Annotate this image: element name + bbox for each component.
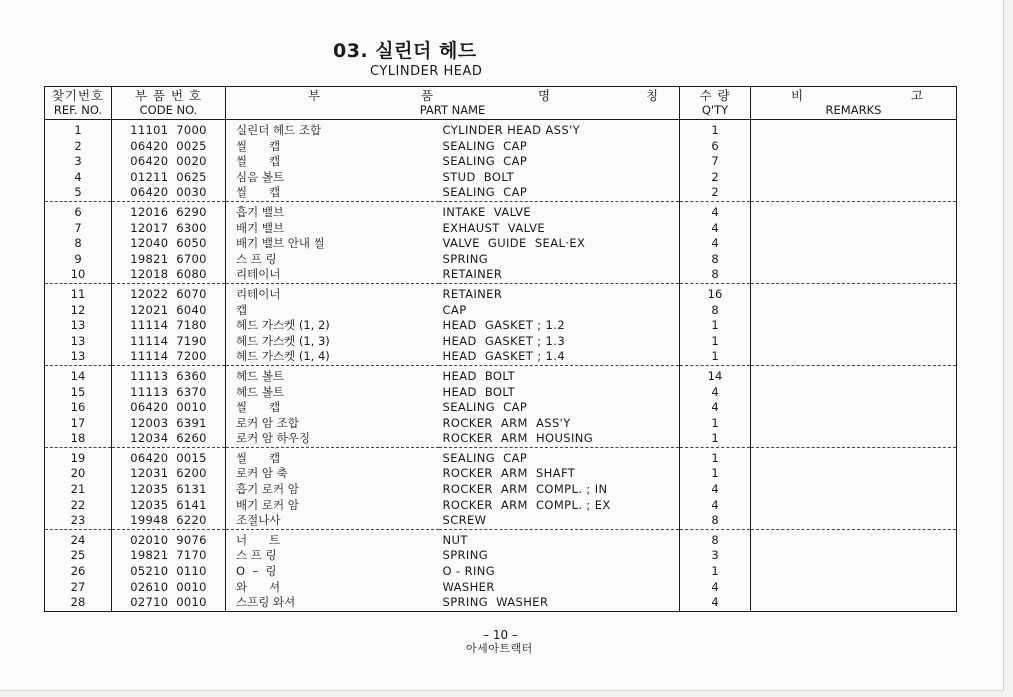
cell-eng: WASHER (439, 580, 680, 596)
cell-kor: 리테이너 (226, 267, 439, 283)
cell-eng: VALVE GUIDE SEAL·EX (439, 236, 680, 252)
cell-kor: 실린더 헤드 조합 (226, 120, 439, 139)
cell-ref: 10 (45, 267, 112, 283)
cell-kor: 로커 암 하우징 (226, 431, 439, 447)
cell-eng: ROCKER ARM COMPL. ; IN (439, 482, 680, 498)
cell-kor: 헤드 볼트 (226, 385, 439, 401)
table-row (45, 466, 957, 482)
cell-qty: 8 (680, 267, 751, 283)
cell-kor: 캡 (226, 303, 439, 319)
cell-eng: SEALING CAP (439, 185, 680, 201)
cell-qty: 16 (680, 283, 751, 302)
cell-qty: 1 (680, 431, 751, 447)
cell-remarks (751, 498, 957, 514)
page-title-korean: 03. 실린더 헤드 (333, 40, 477, 62)
cell-ref: 27 (45, 580, 112, 596)
cell-eng: INTAKE VALVE (439, 201, 680, 220)
cell-kor: 흡기 밸브 (226, 201, 439, 220)
table-row (45, 431, 957, 447)
cell-ref: 19 (45, 447, 112, 466)
cell-code: 06420 0010 (112, 400, 226, 416)
cell-code: 02610 0010 (112, 580, 226, 596)
cell-qty: 2 (680, 170, 751, 186)
cell-ref: 23 (45, 513, 112, 529)
cell-eng: ROCKER ARM ASS'Y (439, 416, 680, 432)
cell-qty: 4 (680, 498, 751, 514)
cell-eng: HEAD GASKET ; 1.4 (439, 349, 680, 365)
cell-qty: 8 (680, 513, 751, 529)
header-remarks: 비 고 REMARKS (751, 87, 957, 120)
cell-kor: 와 셔 (226, 580, 439, 596)
cell-remarks (751, 334, 957, 350)
cell-remarks (751, 466, 957, 482)
cell-remarks (751, 548, 957, 564)
cell-kor: 리테이너 (226, 283, 439, 302)
cell-code: 05210 0110 (112, 564, 226, 580)
cell-remarks (751, 170, 957, 186)
page-title-english: CYLINDER HEAD (370, 64, 483, 79)
cell-qty: 8 (680, 252, 751, 268)
table-row (45, 236, 957, 252)
cell-kor: 씰 캡 (226, 400, 439, 416)
parts-table (44, 86, 957, 612)
cell-eng: SEALING CAP (439, 400, 680, 416)
cell-eng: ROCKER ARM HOUSING (439, 431, 680, 447)
cell-eng: CYLINDER HEAD ASS'Y (439, 120, 680, 139)
table-header-row (45, 87, 957, 120)
cell-eng: HEAD BOLT (439, 365, 680, 384)
table-row (45, 221, 957, 237)
cell-kor: 심음 볼트 (226, 170, 439, 186)
cell-qty: 1 (680, 564, 751, 580)
company-name: 아세아트랙터 (466, 642, 533, 655)
cell-ref: 24 (45, 529, 112, 548)
cell-kor: 헤드 볼트 (226, 365, 439, 384)
cell-remarks (751, 564, 957, 580)
cell-code: 06420 0025 (112, 139, 226, 155)
cell-remarks (751, 580, 957, 596)
cell-ref: 26 (45, 564, 112, 580)
cell-remarks (751, 400, 957, 416)
cell-eng: NUT (439, 529, 680, 548)
header-part-name: 부 품 명 칭 PART NAME (226, 87, 680, 120)
cell-remarks (751, 595, 957, 611)
cell-kor: 씰 캡 (226, 154, 439, 170)
cell-qty: 7 (680, 154, 751, 170)
cell-code: 12040 6050 (112, 236, 226, 252)
cell-eng: HEAD GASKET ; 1.2 (439, 318, 680, 334)
cell-code: 12035 6131 (112, 482, 226, 498)
cell-code: 11113 6370 (112, 385, 226, 401)
cell-qty: 4 (680, 400, 751, 416)
cell-remarks (751, 318, 957, 334)
cell-eng: SEALING CAP (439, 447, 680, 466)
cell-ref: 13 (45, 318, 112, 334)
table-row (45, 252, 957, 268)
cell-code: 12034 6260 (112, 431, 226, 447)
table-row (45, 595, 957, 611)
cell-ref: 20 (45, 466, 112, 482)
table-row (45, 482, 957, 498)
cell-remarks (751, 416, 957, 432)
cell-ref: 22 (45, 498, 112, 514)
cell-kor: 흡기 로커 암 (226, 482, 439, 498)
table-row (45, 416, 957, 432)
cell-code: 11101 7000 (112, 120, 226, 139)
table-row (45, 185, 957, 201)
cell-remarks (751, 365, 957, 384)
cell-remarks (751, 120, 957, 139)
cell-remarks (751, 385, 957, 401)
cell-ref: 11 (45, 283, 112, 302)
cell-kor: 로커 암 축 (226, 466, 439, 482)
cell-code: 12017 6300 (112, 221, 226, 237)
cell-code: 06420 0020 (112, 154, 226, 170)
cell-qty: 2 (680, 185, 751, 201)
cell-ref: 7 (45, 221, 112, 237)
cell-eng: RETAINER (439, 267, 680, 283)
parts-table-body (45, 120, 957, 612)
cell-ref: 5 (45, 185, 112, 201)
cell-kor: 씰 캡 (226, 185, 439, 201)
cell-eng: HEAD GASKET ; 1.3 (439, 334, 680, 350)
table-row (45, 318, 957, 334)
cell-ref: 13 (45, 334, 112, 350)
cell-ref: 12 (45, 303, 112, 319)
cell-eng: SPRING (439, 548, 680, 564)
cell-ref: 16 (45, 400, 112, 416)
cell-eng: SEALING CAP (439, 139, 680, 155)
cell-code: 02710 0010 (112, 595, 226, 611)
cell-remarks (751, 221, 957, 237)
cell-qty: 1 (680, 318, 751, 334)
cell-code: 11114 7200 (112, 349, 226, 365)
cell-kor: 너 트 (226, 529, 439, 548)
table-row (45, 580, 957, 596)
cell-code: 02010 9076 (112, 529, 226, 548)
cell-code: 19821 7170 (112, 548, 226, 564)
cell-qty: 1 (680, 120, 751, 139)
cell-qty: 4 (680, 482, 751, 498)
table-row (45, 564, 957, 580)
cell-ref: 1 (45, 120, 112, 139)
table-row (45, 154, 957, 170)
table-row (45, 139, 957, 155)
cell-code: 11114 7180 (112, 318, 226, 334)
table-row (45, 447, 957, 466)
cell-remarks (751, 236, 957, 252)
cell-remarks (751, 513, 957, 529)
cell-ref: 3 (45, 154, 112, 170)
table-row (45, 385, 957, 401)
cell-qty: 8 (680, 529, 751, 548)
cell-remarks (751, 139, 957, 155)
cell-ref: 2 (45, 139, 112, 155)
cell-qty: 4 (680, 201, 751, 220)
cell-kor: 씰 캡 (226, 447, 439, 466)
cell-kor: 스 프 링 (226, 548, 439, 564)
cell-qty: 1 (680, 334, 751, 350)
cell-code: 12016 6290 (112, 201, 226, 220)
cell-ref: 18 (45, 431, 112, 447)
cell-kor: 스 프 링 (226, 252, 439, 268)
cell-remarks (751, 201, 957, 220)
cell-eng: SPRING WASHER (439, 595, 680, 611)
table-row (45, 120, 957, 139)
cell-qty: 1 (680, 466, 751, 482)
cell-ref: 13 (45, 349, 112, 365)
cell-remarks (751, 349, 957, 365)
cell-code: 12021 6040 (112, 303, 226, 319)
page-number: – 10 – (483, 628, 518, 642)
cell-code: 12018 6080 (112, 267, 226, 283)
cell-code: 19821 6700 (112, 252, 226, 268)
cell-qty: 4 (680, 236, 751, 252)
cell-ref: 21 (45, 482, 112, 498)
cell-code: 11113 6360 (112, 365, 226, 384)
cell-remarks (751, 529, 957, 548)
cell-qty: 3 (680, 548, 751, 564)
header-qty: 수 량 Q'TY (680, 87, 751, 120)
cell-code: 01211 0625 (112, 170, 226, 186)
cell-kor: 배기 로커 암 (226, 498, 439, 514)
cell-eng: EXHAUST VALVE (439, 221, 680, 237)
cell-code: 06420 0015 (112, 447, 226, 466)
cell-kor: 로커 암 조합 (226, 416, 439, 432)
cell-code: 12022 6070 (112, 283, 226, 302)
cell-kor: 씰 캡 (226, 139, 439, 155)
cell-qty: 14 (680, 365, 751, 384)
cell-remarks (751, 447, 957, 466)
cell-qty: 1 (680, 447, 751, 466)
cell-remarks (751, 185, 957, 201)
cell-ref: 8 (45, 236, 112, 252)
cell-ref: 9 (45, 252, 112, 268)
table-row (45, 365, 957, 384)
cell-ref: 14 (45, 365, 112, 384)
cell-eng: CAP (439, 303, 680, 319)
table-row (45, 201, 957, 220)
cell-remarks (751, 482, 957, 498)
cell-eng: HEAD BOLT (439, 385, 680, 401)
table-row (45, 303, 957, 319)
cell-qty: 6 (680, 139, 751, 155)
cell-kor: 헤드 가스켓 (1, 4) (226, 349, 439, 365)
cell-qty: 4 (680, 580, 751, 596)
cell-kor: 헤드 가스켓 (1, 2) (226, 318, 439, 334)
cell-qty: 4 (680, 221, 751, 237)
table-row (45, 529, 957, 548)
table-row (45, 267, 957, 283)
cell-ref: 15 (45, 385, 112, 401)
cell-qty: 1 (680, 349, 751, 365)
cell-qty: 1 (680, 416, 751, 432)
table-row (45, 170, 957, 186)
cell-eng: SEALING CAP (439, 154, 680, 170)
cell-kor: 배기 밸브 (226, 221, 439, 237)
table-row (45, 283, 957, 302)
cell-eng: O - RING (439, 564, 680, 580)
cell-qty: 4 (680, 385, 751, 401)
cell-ref: 17 (45, 416, 112, 432)
cell-eng: ROCKER ARM SHAFT (439, 466, 680, 482)
cell-ref: 25 (45, 548, 112, 564)
cell-kor: 조절나사 (226, 513, 439, 529)
cell-code: 11114 7190 (112, 334, 226, 350)
header-ref-no: 찾기번호 REF. NO. (45, 87, 112, 120)
table-row (45, 334, 957, 350)
cell-remarks (751, 267, 957, 283)
cell-code: 12031 6200 (112, 466, 226, 482)
cell-ref: 28 (45, 595, 112, 611)
cell-eng: STUD BOLT (439, 170, 680, 186)
cell-ref: 6 (45, 201, 112, 220)
cell-code: 12035 6141 (112, 498, 226, 514)
cell-code: 12003 6391 (112, 416, 226, 432)
cell-remarks (751, 252, 957, 268)
cell-kor: 헤드 가스켓 (1, 3) (226, 334, 439, 350)
cell-qty: 4 (680, 595, 751, 611)
header-code-no: 부 품 번 호 CODE NO. (112, 87, 226, 120)
table-row (45, 400, 957, 416)
cell-eng: SCREW (439, 513, 680, 529)
cell-eng: ROCKER ARM COMPL. ; EX (439, 498, 680, 514)
table-row (45, 349, 957, 365)
cell-code: 06420 0030 (112, 185, 226, 201)
cell-ref: 4 (45, 170, 112, 186)
table-row (45, 498, 957, 514)
cell-qty: 8 (680, 303, 751, 319)
table-row (45, 513, 957, 529)
cell-kor: 스프링 와셔 (226, 595, 439, 611)
cell-remarks (751, 303, 957, 319)
table-row (45, 548, 957, 564)
cell-code: 19948 6220 (112, 513, 226, 529)
cell-kor: 배기 밸브 안내 씰 (226, 236, 439, 252)
cell-remarks (751, 283, 957, 302)
cell-remarks (751, 431, 957, 447)
cell-eng: RETAINER (439, 283, 680, 302)
cell-eng: SPRING (439, 252, 680, 268)
cell-kor: O – 링 (226, 564, 439, 580)
cell-remarks (751, 154, 957, 170)
